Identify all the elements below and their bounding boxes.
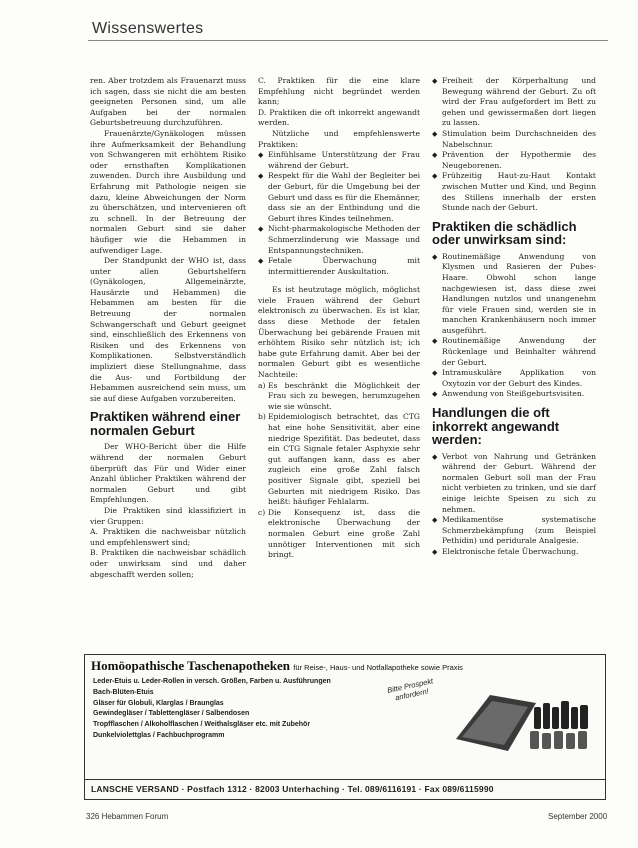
list-item: ◆ Nicht-pharmakologische Methoden der Schmerzlinderung wie Massage und Entspannungstechniken. — [258, 224, 420, 256]
ad-line: Dunkelviolettglas / Fachbuchprogramm — [93, 731, 225, 739]
paragraph: B. Praktiken die nachweisbar schädlich oder unwirksam sind und daher abgeschafft werden sollen; — [90, 548, 246, 579]
column-2 — [258, 76, 420, 561]
paragraph: Die Praktiken sind klassifiziert in vier Gruppen: — [90, 505, 246, 526]
list-item: ◆ Einfühlsame Unterstützung der Frau während der Geburt. — [258, 150, 420, 171]
ad-product-list — [93, 677, 331, 742]
paragraph: Es ist heutzutage möglich, möglichst viele Frauen während der Geburt elektronisch zu überwachen. Es ist klar, dass diese Methode der fetalen Überwachung bei gebärende Frauen mit erhöhtem Risiko sehr nützlich ist; ich habe gute Erfahrung damit. Aber bei der normalen Geburt gibt es wesentliche Nachteile: — [258, 285, 420, 380]
list-item: ◆ Stimulation beim Durchschneiden des Nabelschnur. — [432, 129, 596, 150]
list-item: ◆ Anwendung von Steißgeburtsvisiten. — [432, 389, 596, 400]
list-label: b) — [258, 412, 266, 422]
ad-line: Leder-Etuis u. Leder-Rollen in versch. Größen, Farben u. Ausführungen — [93, 678, 331, 685]
list-item: ◆ Verbot von Nahrung und Getränken während der Geburt. Während der normalen Geburt soll man der Frau nicht verbieten zu trinken, und sie darf einige leichte Speisen zu sich zu nehmen. — [432, 452, 596, 516]
column-1 — [90, 76, 246, 580]
advertisement-box — [84, 654, 606, 800]
list-item: ◆ Routinemäßige Anwendung von Klysmen und Rasieren der Pubes-Haare. Obwohl schon lange nachgewiesen ist, dass diese zwei Handlungen nutzlos und unangenehm für viele Frauen sind, werden sie in manchen Krankenhäusern noch immer ausgeführt. — [432, 252, 596, 337]
page-footer-left: 326 Hebammen Forum — [86, 812, 169, 821]
ad-product-photo — [450, 677, 598, 757]
ad-title-main: Homöopathische Taschenapotheken — [91, 658, 291, 673]
paragraph: Der WHO-Bericht über die Hilfe während der normalen Geburt überprüft das Für und Wider einer Anzahl üblicher Praktiken während der normalen Geburt und gibt Empfehlungen. — [90, 442, 246, 505]
paragraph: ren. Aber trotzdem als Frauenarzt muss ich sagen, dass sie nicht die am besten geeigneten Personen sind, um alle Aufgaben bei der normalen Geburtsbetreuung durchzuführen. — [90, 76, 246, 128]
paragraph: A. Praktiken die nachweisbar nützlich und empfehlenswert sind; — [90, 527, 246, 547]
bullet-list-nuetzlich — [258, 150, 420, 277]
paragraph: Frauenärzte/Gynäkologen müssen ihre Aufmerksamkeit der Behandlung von Schwangeren mit erhöhtem Risiko oder ernsthaften Komplikationen zuwenden. Durch ihre Ausbildung und Erfahrung mit Pathologie neigen sie dazu, kleine Abweichungen der Norm zu überschätzen, und intervenieren oft zu schnell. In der Betreuung der normalen Geburt sind sie daher häufiger wie die Hebammen in aufwendiger Lage. — [90, 128, 246, 255]
list-item: ◆ Prävention der Hypothermie des Neugeborenen. — [432, 150, 596, 171]
heading-praktiken: Praktiken während einer normalen Geburt — [90, 409, 241, 438]
page-footer-right: September 2000 — [548, 812, 608, 821]
paragraph: C. Praktiken für die eine klare Empfehlung nicht begründet werden kann; — [258, 76, 420, 107]
list-item: ◆ Intramuskuläre Applikation von Oxytozin vor der Geburt des Kindes. — [432, 368, 596, 389]
list-label: c) — [258, 507, 266, 517]
header-rule — [88, 40, 608, 41]
list-label: a) — [258, 380, 266, 390]
list-item: ◆ Frühzeitig Haut-zu-Haut Kontakt zwischen Mutter und Kind, und Beginn des Stillens innerhalb der ersten Stunde nach der Geburt. — [432, 171, 596, 213]
paragraph: Nützliche und empfehlenswerte Praktiken: — [258, 128, 420, 149]
ad-prospekt-note: Bitte Prospekt anfordern! — [386, 676, 434, 703]
column-3 — [432, 76, 596, 557]
paragraph: D. Praktiken die oft inkorrekt angewandt werden. — [258, 107, 420, 128]
ad-line: Gewindegläser / Tablettengläser / Salbendosen — [93, 710, 250, 718]
bullet-list-schaedlich — [432, 252, 596, 400]
lettered-list — [258, 381, 420, 561]
list-item — [258, 381, 420, 413]
ad-title-suffix: für Reise-, Haus- und Notfallapotheke sowie Praxis — [293, 663, 463, 672]
list-text: Die Konsequenz ist, dass die elektronische Überwachung der normalen Geburt eine große Zahl unnötiger Interventionen mit sich bringt. — [268, 507, 420, 560]
ad-contact-line: LANSCHE VERSAND · Postfach 1312 · 82003 Unterhaching · Tel. 089/6116191 · Fax 089/6115990 — [85, 779, 605, 799]
list-item — [258, 508, 420, 561]
list-item: ◆ Routinemäßige Anwendung der Rückenlage und Beinhalter während der Geburt. — [432, 336, 596, 368]
bullet-list-continued — [432, 76, 596, 214]
list-item — [258, 412, 420, 507]
paragraph: Der Standpunkt der WHO ist, dass unter allen Geburtshelfern (Gynäkologen, Allgemeinärzte, Hausärzte und Hebammen) die Hebammen am besten für die Betreuung der normalen Schwangerschaft und Geburt geeignet sind, einschließlich des Erkennens von Risiken und des Erkennens von Komplikationen. Selbstverständlich impliziert diese Stellungnahme, dass die Aus- und Fortbildung der Hebammen ausreichend sein muss, um sie auf diese Aufgaben vorzubereiten. — [90, 256, 246, 403]
list-item: ◆ Fetale Überwachung mit intermittierender Auskultation. — [258, 256, 420, 277]
heading-schaedlich: Praktiken die schädlich oder unwirksam sind: — [432, 218, 577, 248]
ad-title — [91, 658, 463, 674]
bullet-list-inkorrekt — [432, 452, 596, 558]
list-item: ◆ Freiheit der Körperhaltung und Bewegung während der Geburt. Zu oft wird der Frau aufgefordert im Bett zu gehen und gewissermaßen dort liegen zu lassen. — [432, 76, 596, 129]
ad-line: Gläser für Globuli, Klarglas / Braunglas — [93, 699, 224, 707]
list-text: Epidemiologisch betrachtet, das CTG hat eine hohe Sensitivität, aber eine niedrige Spezifität. Das bedeutet, dass ein CTG Signale fetaler Asphyxie sehr gut auffangen kann, dass es aber zugleich eine große Zahl falsch positiver Signale gibt, speziell bei Geburten mit niedrigem Risiko. Das heißt: häufiger Fehlalarm. — [268, 412, 420, 507]
list-item: ◆ Medikamentöse systematische Schmerzbekämpfung (zum Beispiel Pethidin) und peridurale Analgesie. — [432, 515, 596, 547]
ad-line: Tropfflaschen / Alkoholflaschen / Weithalsgläser etc. mit Zubehör — [93, 721, 311, 729]
ad-line: Bach-Blüten-Etuis — [93, 688, 154, 696]
section-title: Wissenswertes — [92, 20, 204, 37]
list-item: ◆ Elektronische fetale Überwachung. — [432, 547, 596, 558]
heading-inkorrekt: Handlungen die oft inkorrekt angewandt werden: — [432, 405, 560, 448]
list-text: Es beschränkt die Möglichkeit der Frau sich zu bewegen, herumzugehen wie sie wünscht. — [268, 380, 420, 411]
list-item: ◆ Respekt für die Wahl der Begleiter bei der Geburt, für die Umgebung bei der Geburt und dass es für die Ehemänner, dass sie an der Entbindung und die Geburt ihres Kindes teilnehmen. — [258, 171, 420, 224]
